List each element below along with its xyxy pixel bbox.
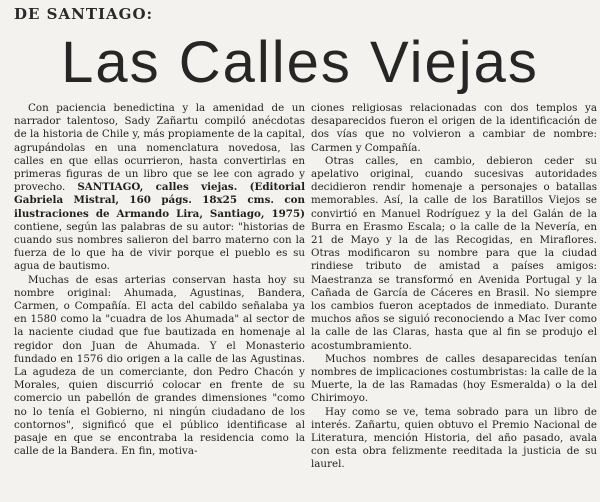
article-paragraph: Hay como se ve, tema sobrado para un libro de interés. Zañartu, quien obtuvo el Premio Nacional de Literatura, mención Historia, del año pasado, avala con esta obra felizmente reeditada la justicia de su laurel. xyxy=(311,405,597,471)
paragraph-text: contiene, según las palabras de su autor: "historias de cuando sus nombres salieron del barro materno con la fuerza de lo que ha de vivir porque el pueblo es su agua de bautismo. xyxy=(14,220,305,273)
article-column-right xyxy=(311,102,597,494)
article-column-left xyxy=(14,102,305,494)
article-paragraph: Muchos nombres de calles desaparecidas tenían nombres de implicaciones costumbristas: la calle de la Muerte, la de las Ramadas (hoy Esmeralda) o la del Chirimoyo. xyxy=(311,352,597,405)
paragraph-text: Con paciencia benedictina y la amenidad de un narrador talentoso, Sady Zañartu compiló anécdotas de la historia de Chile y, más propiamente de la capital, agrupándolas en una nomenclatura novedosa, las calles en que ellas ocurrieron, hasta convertirlas en primeras figuras de un libro que se lee con agrado y provecho. xyxy=(14,102,305,194)
article-paragraph xyxy=(14,102,305,274)
book-citation: SANTIAGO, calles viejas. (Editorial Gabriela Mistral, 160 págs. 18x25 cms. con ilustraciones de Armando Lira, Santiago, 1975) xyxy=(14,181,305,220)
article-paragraph: Muchas de esas arterias conservan hasta hoy su nombre original: Ahumada, Agustinas, Bandera, Carmen, o Compañía. El acta del cabildo señalaba ya en 1580 como la "cuadra de los Ahumada" al sector de la naciente ciudad que fue bautizada en homenaje al regidor don Juan de Ahumada. Y el Monasterio fundado en 1576 dio origen a la calle de las Agustinas. La agudeza de un comerciante, don Pedro Chacón y Morales, quien discurrió colocar en frente de su comercio un pabellón de grandes dimensiones "como no lo tenía el Gobierno, ni ningún ciudadano de los contornos", significó que el público identificase al pasaje en que se encontraba la residencia como la calle de la Bandera. En fin, motiva- xyxy=(14,273,305,458)
article-title: Las Calles Viejas xyxy=(61,30,539,95)
article-paragraph: Otras calles, en cambio, debieron ceder su apelativo original, cuando sucesivas autoridades decidieron rendir homenaje a personajes o batallas memorables. Así, la calle de los Baratillos Viejos se convirtió en Manuel Rodríguez y la del Galán de la Burra en Erasmo Escala; o la calle de la Nevería, en 21 de Mayo y la de las Recogidas, en Miraflores. Otras modificaron su nombre para que la ciudad rindiese tributo de amistad a países amigos: Maestranza se transformó en Avenida Portugal y la Cañada de García de Cáceres en Brasil. No siempre los cambios fueron aceptados de inmediato. Durante muchos años se siguió reconociendo a Mac Iver como la calle de las Claras, hasta que al fin se produjo el acostumbramiento. xyxy=(311,154,597,352)
section-label: DE SANTIAGO: xyxy=(14,5,154,23)
article-paragraph: ciones religiosas relacionadas con dos templos ya desaparecidos fueron el origen de la identificación de dos vías que no volvieron a cambiar de nombre: Carmen y Compañía. xyxy=(311,102,597,154)
